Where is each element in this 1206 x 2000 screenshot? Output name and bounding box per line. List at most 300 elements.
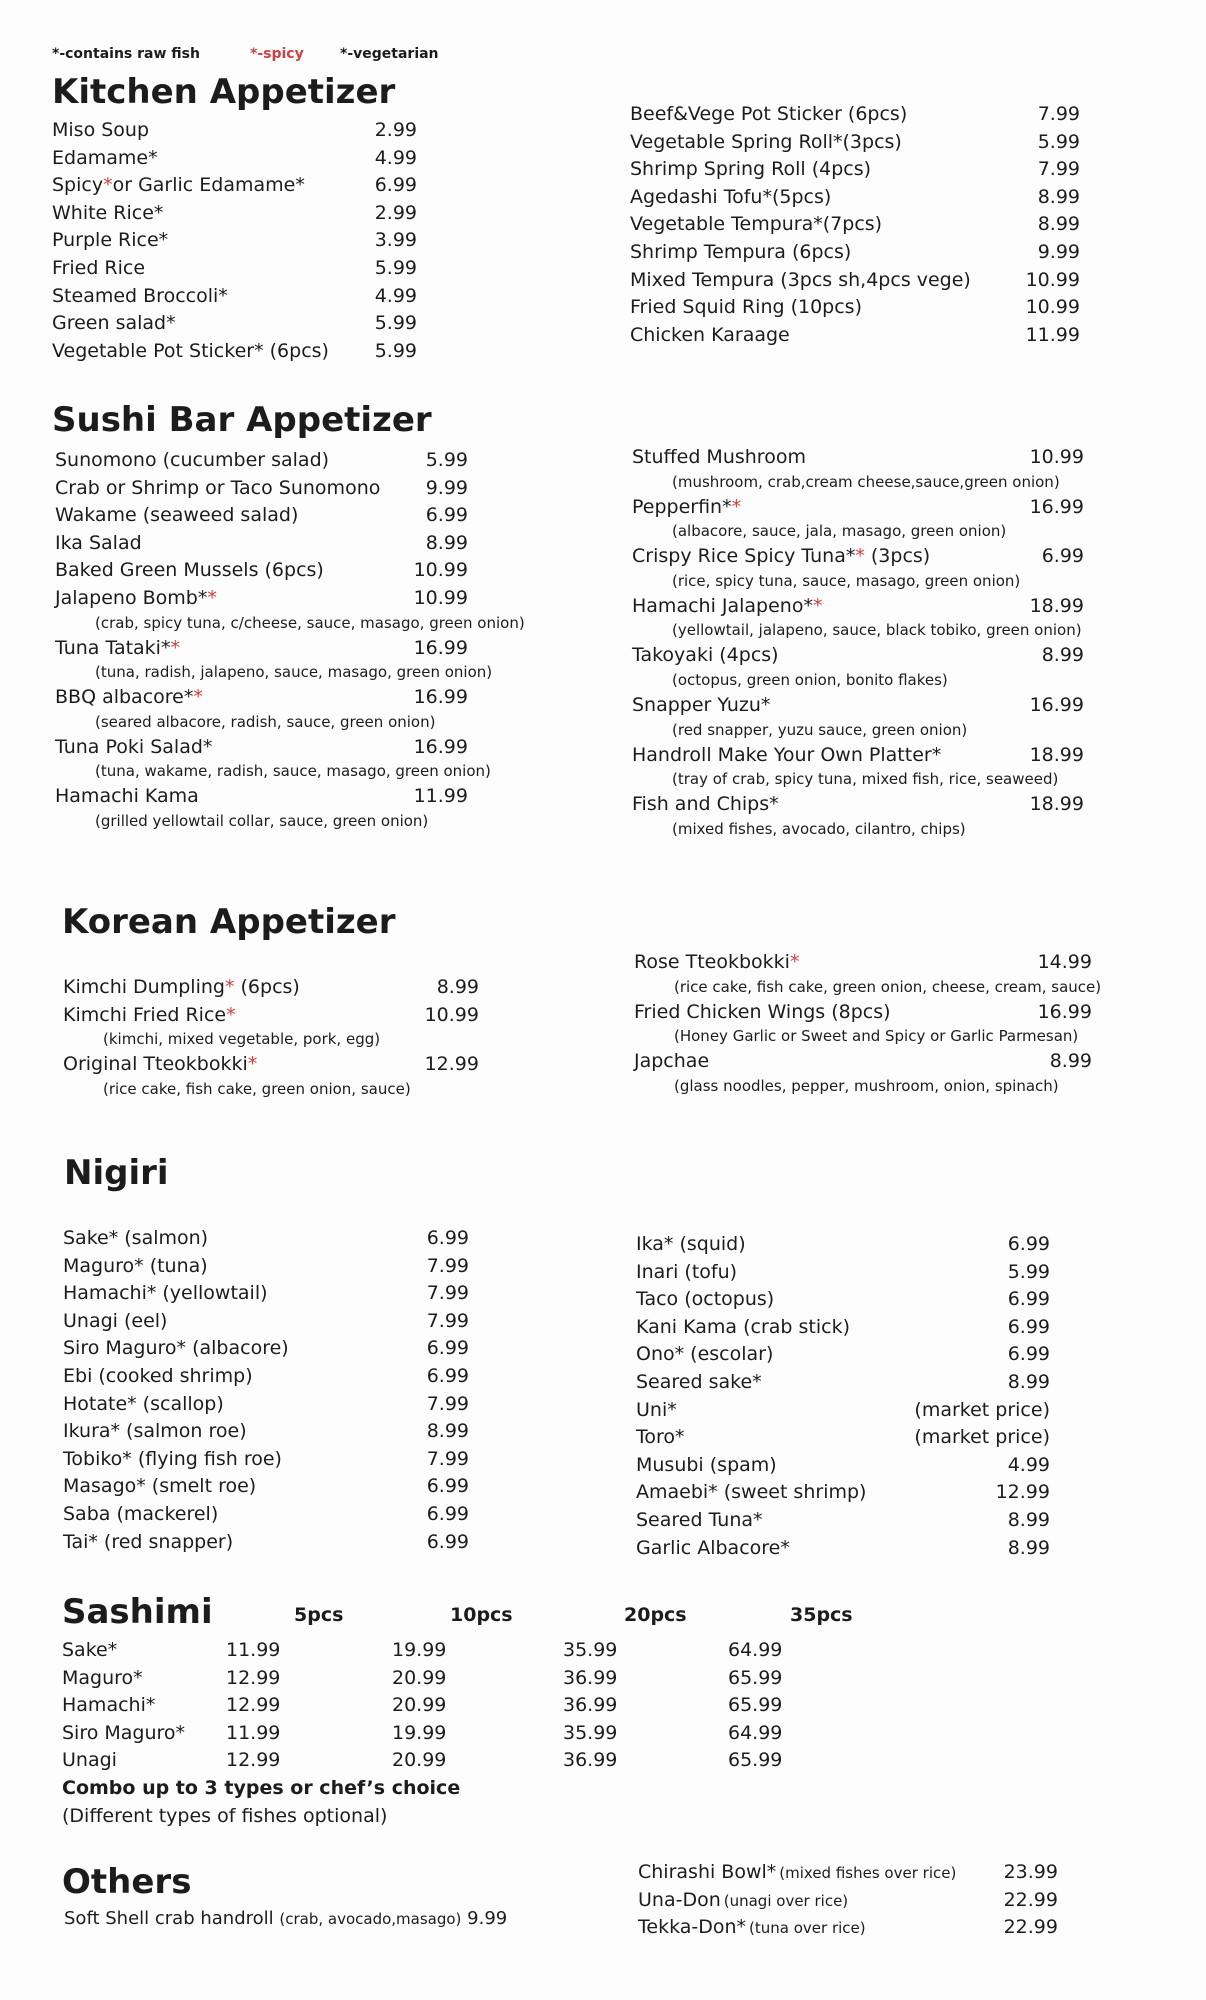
item-name-text: Handroll Make Your Own Platter [632, 743, 932, 766]
item-description: (tray of crab, spicy tuna, mixed fish, rice, seaweed) [672, 770, 1059, 789]
item-name [52, 172, 305, 200]
menu-item [63, 1391, 483, 1419]
item-name-text: Hamachi Kama [55, 785, 199, 808]
item-name-text: Shrimp Tempura (6pcs) [630, 240, 852, 263]
sashimi-price: 65.99 [728, 1666, 783, 1689]
menu-item [63, 1051, 483, 1079]
kitchen-right-list [630, 101, 1080, 349]
veg-mark: * [153, 201, 164, 224]
item-name-text: Spicy [52, 174, 104, 197]
menu-item [55, 475, 515, 503]
item-name [636, 1231, 746, 1259]
item-description: (rice cake, fish cake, green onion, cheese, cream, sauce) [674, 977, 1102, 996]
sashimi-price: 19.99 [392, 1639, 447, 1661]
sashimi-col-5: 5pcs [294, 1604, 344, 1626]
item-suffix: (6pcs) [234, 976, 300, 998]
item-description: (Honey Garlic or Sweet and Spicy or Garlic Parmesan) [674, 1027, 1079, 1046]
item-name-text: Japchae [634, 1050, 710, 1073]
raw-mark: * [160, 636, 171, 659]
soft-shell-desc: (crab, avocado,masago) [279, 1910, 462, 1928]
item-name [630, 101, 907, 129]
item-price: 18.99 [1029, 793, 1084, 816]
item-name [630, 267, 971, 295]
menu-item [63, 1501, 483, 1529]
menu-item [55, 585, 515, 613]
menu-item [634, 1048, 1094, 1076]
item-name-text: Fish and Chips [632, 793, 770, 816]
item-description: (tuna over rice) [749, 1919, 866, 1938]
item-price: 10.99 [1029, 446, 1084, 468]
item-description: (seared albacore, radish, sauce, green onion) [95, 712, 436, 731]
sashimi-col-35: 35pcs [790, 1604, 853, 1626]
item-name-text: Steamed Broccoli [52, 284, 219, 307]
item-name [52, 255, 145, 283]
item-name [632, 642, 779, 670]
item-name [52, 310, 176, 338]
item-name-text: Kimchi Fried Rice [63, 1003, 227, 1026]
item-price: 8.99 [1037, 213, 1080, 236]
item-price: 12.99 [995, 1481, 1050, 1504]
item-name-text: Hamachi Jalapeno [632, 594, 804, 617]
item-price: 5.99 [374, 339, 417, 362]
nigiri-left-list [63, 1225, 483, 1556]
menu-item [632, 791, 1092, 819]
menu-item [52, 310, 462, 338]
item-name [63, 1051, 257, 1079]
menu-item [63, 1446, 483, 1474]
item-name-text: Hamachi* (yellowtail) [63, 1282, 268, 1305]
item-name [634, 949, 799, 977]
item-price: 6.99 [1007, 1288, 1050, 1311]
item-name [638, 1859, 956, 1888]
sashimi-combo: Combo up to 3 types or chef’s choice [62, 1777, 461, 1799]
spicy-mark: * [224, 976, 235, 998]
item-price: 2.99 [374, 201, 417, 224]
raw-mark: * [197, 586, 208, 609]
sashimi-table [62, 1637, 862, 1775]
spicy-mark: * [207, 586, 217, 609]
soft-shell-item [64, 1908, 507, 1929]
menu-item [632, 692, 1092, 720]
item-name [636, 1424, 685, 1452]
item-name [632, 444, 806, 472]
sashimi-price: 19.99 [392, 1721, 447, 1744]
item-description: (albacore, sauce, jala, masago, green onion) [672, 522, 1007, 541]
item-name-text: Una-Don [638, 1888, 721, 1911]
menu-item [52, 117, 462, 145]
menu-item [636, 1424, 1056, 1452]
item-name-text: Sunomono (cucumber salad) [55, 449, 330, 471]
item-price: 16.99 [413, 735, 468, 758]
sashimi-price: 12.99 [226, 1666, 281, 1689]
item-description: (red snapper, yuzu sauce, green onion) [672, 720, 968, 739]
item-name [63, 1335, 289, 1363]
menu-item [630, 267, 1080, 295]
item-name-text: Toro* [636, 1426, 685, 1449]
item-name-text: Original Tteokbokki [63, 1053, 248, 1076]
item-name-text: Agedashi Tofu [630, 185, 763, 208]
item-name-text: Baked Green Mussels (6pcs) [55, 559, 324, 582]
sashimi-price: 36.99 [563, 1749, 618, 1772]
sashimi-combo-note: (Different types of fishes optional) [62, 1805, 388, 1827]
item-price: 3.99 [374, 229, 417, 252]
menu-item [634, 999, 1094, 1027]
raw-mark: * [769, 793, 779, 816]
item-name-text: Pepperfin [632, 495, 723, 518]
item-price: 10.99 [1025, 296, 1080, 319]
legend-raw: *-contains raw fish [52, 46, 200, 62]
item-price: 5.99 [1007, 1260, 1050, 1283]
item-name-text: Masago* (smelt roe) [63, 1475, 257, 1498]
spicy-mark: * [789, 951, 800, 973]
item-name-text: Tuna Poki Salad [55, 735, 203, 758]
menu-item [632, 593, 1092, 621]
item-name-text: Ika* (squid) [636, 1233, 746, 1255]
item-suffix: (5pcs) [771, 185, 832, 208]
item-name-text: Wakame (seaweed salad) [55, 504, 299, 527]
item-name [632, 593, 822, 621]
sashimi-price: 65.99 [728, 1749, 783, 1772]
item-name [63, 1002, 236, 1030]
menu-item [63, 1335, 483, 1363]
menu-item [636, 1314, 1056, 1342]
menu-item [636, 1231, 1056, 1259]
sashimi-col-20: 20pcs [624, 1604, 687, 1626]
item-name-text: Uni* [636, 1398, 677, 1421]
menu-item [636, 1452, 1056, 1480]
item-name-text: Beef&Vege Pot Sticker (6pcs) [630, 103, 908, 125]
item-name-text: Shrimp Spring Roll (4pcs) [630, 158, 872, 181]
item-description: (yellowtail, jalapeno, sauce, black tobiko, green onion) [672, 621, 1082, 640]
menu-item [52, 200, 462, 228]
spicy-mark: * [103, 174, 113, 197]
item-price: 6.99 [426, 1364, 469, 1387]
item-name-text: Snapper Yuzu [632, 693, 761, 716]
veg-mark: * [254, 339, 264, 362]
sushibar-left-list [55, 447, 525, 833]
item-name [632, 692, 770, 720]
item-name [634, 999, 891, 1027]
menu-item [52, 255, 462, 283]
item-suffix: (3pcs) [842, 130, 902, 153]
item-name-text: Crab or Shrimp or Taco Sunomono [55, 476, 381, 499]
item-name-text: Jalapeno Bomb [55, 586, 198, 609]
item-name-text: Hotate* (scallop) [63, 1392, 224, 1415]
menu-item [55, 447, 515, 475]
menu-item [63, 1363, 483, 1391]
item-suffix: (6pcs) [263, 339, 329, 362]
veg-mark: * [158, 229, 169, 252]
raw-mark: * [722, 495, 732, 518]
spicy-mark: * [247, 1053, 258, 1076]
sashimi-title: Sashimi [62, 1592, 213, 1632]
menu-item [55, 635, 515, 663]
item-name-text: Garlic Albacore* [636, 1536, 790, 1559]
item-price: 6.99 [426, 1530, 469, 1553]
menu-item [63, 1280, 483, 1308]
item-name [63, 1418, 247, 1446]
spicy-mark: * [731, 495, 742, 518]
item-name-text: Purple Rice [52, 229, 159, 252]
spicy-mark: * [855, 545, 865, 568]
menu-item [636, 1535, 1056, 1563]
sashimi-name: Unagi [62, 1749, 117, 1772]
item-name-text: Saba (mackerel) [63, 1502, 219, 1525]
item-description: (mixed fishes over rice) [779, 1864, 957, 1882]
item-name-text: Seared Tuna* [636, 1508, 763, 1531]
sashimi-price: 12.99 [226, 1694, 281, 1717]
item-price: 22.99 [1003, 1888, 1058, 1911]
item-price: 6.99 [425, 504, 468, 527]
menu-item [63, 974, 483, 1002]
menu-item [630, 322, 1080, 350]
item-name [63, 1529, 233, 1557]
menu-item [638, 1914, 1058, 1942]
spicy-mark: * [812, 594, 823, 617]
item-suffix: (3pcs) [864, 545, 931, 568]
sashimi-price: 20.99 [392, 1749, 447, 1772]
menu-item [55, 734, 515, 762]
item-name-text: Ika Salad [55, 531, 142, 554]
item-price: 7.99 [1037, 103, 1080, 125]
item-name [634, 1048, 709, 1076]
item-price: 5.99 [1037, 130, 1080, 153]
sashimi-price: 65.99 [728, 1694, 783, 1717]
sashimi-price: 36.99 [563, 1666, 618, 1689]
item-description: (unagi over rice) [723, 1891, 849, 1910]
item-name [638, 1887, 848, 1916]
menu-item [63, 1002, 483, 1030]
sushibar-right-list [632, 444, 1092, 841]
sashimi-price: 36.99 [563, 1694, 618, 1717]
item-name [63, 1225, 208, 1253]
item-name [630, 211, 882, 239]
item-name-text: Ikura* (salmon roe) [63, 1420, 247, 1443]
item-name [63, 1501, 218, 1529]
item-price: 6.99 [426, 1337, 469, 1360]
sashimi-name: Sake* [62, 1639, 118, 1661]
item-price: 16.99 [1037, 1000, 1092, 1023]
item-name-text: Maguro* (tuna) [63, 1254, 208, 1277]
item-price: (market price) [914, 1426, 1050, 1449]
menu-item [630, 211, 1080, 239]
item-price: 18.99 [1029, 594, 1084, 617]
menu-item [632, 543, 1092, 571]
raw-mark: * [760, 693, 771, 716]
sashimi-price: 11.99 [226, 1721, 281, 1744]
item-price: 8.99 [436, 976, 479, 998]
sashimi-price: 64.99 [728, 1639, 783, 1661]
item-name [55, 475, 380, 503]
menu-item [55, 530, 515, 558]
kitchen-left-list [52, 117, 462, 365]
item-name [63, 1280, 268, 1308]
item-price: 2.99 [374, 119, 417, 141]
item-price: 8.99 [1007, 1370, 1050, 1393]
item-name-text: BBQ albacore [55, 686, 184, 709]
item-price: 8.99 [1007, 1508, 1050, 1531]
veg-mark: * [813, 213, 823, 236]
sashimi-price: 20.99 [392, 1694, 447, 1717]
item-name [63, 1473, 256, 1501]
spicy-mark: * [226, 1003, 236, 1026]
menu-item [632, 444, 1092, 472]
item-name [632, 543, 930, 571]
item-price: 23.99 [1003, 1861, 1058, 1883]
item-price: 4.99 [374, 146, 417, 169]
item-name [636, 1259, 737, 1287]
menu-item [55, 557, 515, 585]
item-name-text: Tuna Tataki [55, 636, 161, 659]
item-description: (glass noodles, pepper, mushroom, onion, spinach) [674, 1076, 1059, 1095]
menu-item [630, 156, 1080, 184]
item-name [55, 734, 212, 762]
item-description: (grilled yellowtail collar, sauce, green onion) [95, 811, 429, 830]
item-price: 22.99 [1003, 1916, 1058, 1939]
item-name-text: Vegetable Spring Roll [630, 130, 834, 153]
item-name-text: Chicken Karaage [630, 323, 790, 346]
item-name [636, 1314, 850, 1342]
veg-mark: * [295, 174, 305, 197]
soft-shell-price: 9.99 [467, 1908, 508, 1929]
raw-mark: * [931, 743, 942, 766]
item-name-text: Tekka-Don* [638, 1916, 747, 1939]
item-price: 8.99 [1007, 1536, 1050, 1559]
item-name-text: Kani Kama (crab stick) [636, 1315, 850, 1338]
menu-item [638, 1859, 1058, 1887]
item-name [55, 585, 217, 613]
item-name-text: Vegetable Tempura [630, 213, 814, 236]
sashimi-row [62, 1692, 862, 1720]
item-name-text: Miso Soup [52, 119, 150, 141]
item-name-text: Amaebi* (sweet shrimp) [636, 1481, 867, 1504]
menu-item [630, 129, 1080, 157]
item-name [55, 684, 203, 712]
item-name-text: Crispy Rice Spicy Tuna [632, 545, 846, 568]
spicy-mark: * [170, 636, 180, 659]
item-name-text: Ono* (escolar) [636, 1343, 774, 1366]
item-name [636, 1369, 762, 1397]
item-name [55, 783, 199, 811]
item-name [636, 1535, 790, 1563]
menu-item [636, 1397, 1056, 1425]
item-price: 5.99 [425, 449, 468, 471]
nigiri-right-list [636, 1231, 1056, 1562]
item-price: 11.99 [413, 785, 468, 808]
sashimi-name: Maguro* [62, 1666, 143, 1689]
menu-item [52, 145, 462, 173]
menu-item [636, 1507, 1056, 1535]
raw-mark: * [845, 545, 856, 568]
item-name-text: Seared sake* [636, 1370, 762, 1393]
menu-item [630, 101, 1080, 129]
nigiri-title: Nigiri [64, 1153, 169, 1193]
korean-right-list [634, 949, 1102, 1098]
veg-mark: * [762, 185, 772, 208]
item-price: 6.99 [1041, 545, 1084, 568]
menu-item [636, 1479, 1056, 1507]
item-price: 6.99 [1007, 1233, 1050, 1255]
item-name [630, 129, 902, 157]
menu-item [63, 1473, 483, 1501]
sashimi-price: 64.99 [728, 1721, 783, 1744]
item-name-text: Green salad [52, 312, 167, 335]
item-description: (octopus, green onion, bonito flakes) [672, 670, 948, 689]
item-name [52, 145, 158, 173]
spicy-mark: * [193, 686, 203, 709]
legend-spicy: *-spicy [250, 46, 304, 62]
kitchen-title: Kitchen Appetizer [52, 72, 396, 112]
item-price: 7.99 [426, 1254, 469, 1277]
item-name [55, 447, 329, 475]
item-name-text: Unagi (eel) [63, 1309, 168, 1332]
menu-item [55, 502, 515, 530]
item-name [55, 635, 180, 663]
sashimi-row [62, 1637, 862, 1665]
item-name [63, 1391, 224, 1419]
raw-mark: * [202, 735, 213, 758]
item-price: 7.99 [1037, 158, 1080, 181]
item-name [52, 283, 228, 311]
item-price: 9.99 [425, 476, 468, 499]
item-name-text: Musubi (spam) [636, 1453, 777, 1476]
sashimi-row [62, 1720, 862, 1748]
item-description: (kimchi, mixed vegetable, pork, egg) [103, 1030, 381, 1049]
item-price: 8.99 [426, 1420, 469, 1443]
item-name [632, 494, 741, 522]
item-name-text: Taco (octopus) [636, 1288, 775, 1311]
item-name-text: Ebi (cooked shrimp) [63, 1364, 253, 1387]
item-price: 14.99 [1037, 951, 1092, 973]
sashimi-row [62, 1747, 862, 1775]
sashimi-price: 35.99 [563, 1721, 618, 1744]
item-description: (tuna, wakame, radish, sauce, masago, green onion) [95, 762, 491, 781]
menu-item [638, 1887, 1058, 1915]
menu-item [63, 1529, 483, 1557]
sashimi-row [62, 1665, 862, 1693]
item-name-text: Kimchi Dumpling [63, 976, 225, 998]
item-name-text-2: or Garlic Edamame [112, 174, 296, 197]
item-name-text: Rose Tteokbokki [634, 951, 790, 973]
menu-item [52, 172, 462, 200]
item-description: (rice, spicy tuna, sauce, masago, green onion) [672, 571, 1021, 590]
item-name-text: Tobiko* (flying fish roe) [63, 1447, 282, 1470]
item-price: 16.99 [1029, 495, 1084, 518]
item-name [52, 117, 149, 145]
item-name-text: Fried Chicken Wings (8pcs) [634, 1000, 891, 1023]
menu-item [636, 1286, 1056, 1314]
sashimi-price: 11.99 [226, 1639, 281, 1661]
item-price: 7.99 [426, 1392, 469, 1415]
item-price: 8.99 [1049, 1050, 1092, 1073]
item-price: 10.99 [413, 586, 468, 609]
raw-mark: * [803, 594, 813, 617]
item-price: (market price) [914, 1398, 1050, 1421]
item-price: 9.99 [1037, 240, 1080, 263]
menu-item [636, 1341, 1056, 1369]
item-price: 8.99 [1037, 185, 1080, 208]
menu-item [632, 642, 1092, 670]
menu-item [630, 184, 1080, 212]
veg-mark: * [166, 312, 176, 335]
menu-item [52, 283, 462, 311]
item-name [636, 1397, 677, 1425]
item-price: 10.99 [1025, 268, 1080, 291]
item-name-text: Takoyaki (4pcs) [632, 644, 779, 667]
menu-item [630, 239, 1080, 267]
item-price: 8.99 [1041, 644, 1084, 667]
veg-mark: * [148, 146, 158, 169]
